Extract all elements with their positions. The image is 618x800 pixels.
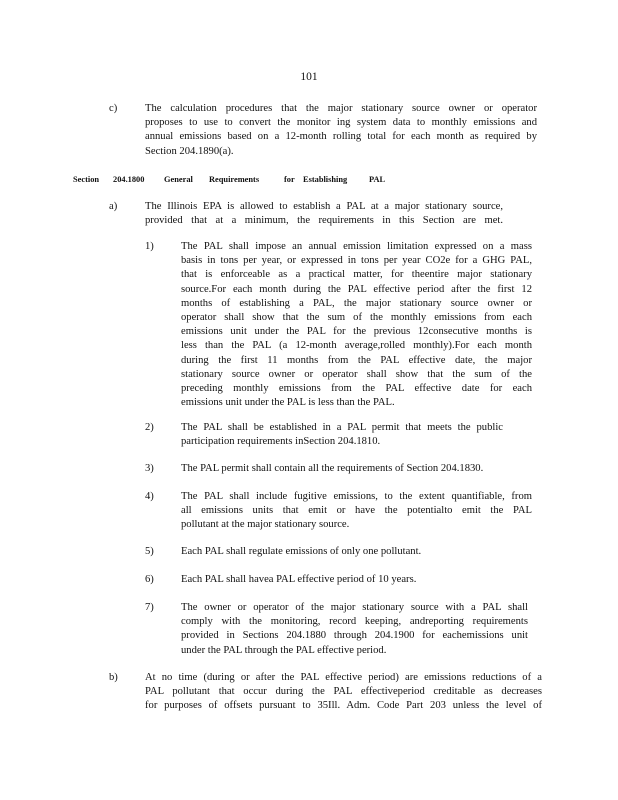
text-line: for purposes of offsets pursuant to 35Ill. Adm. Code Part 203 unless the level of: [145, 700, 542, 712]
text-line: emissions unit under the PAL is less than the PAL.: [181, 397, 395, 409]
subitem-3-text: [181, 462, 521, 476]
item-b-text: [145, 671, 542, 714]
text-line: Section 204.1890(a).: [145, 145, 234, 157]
text-line: Each PAL shall regulate emissions of only one pollutant.: [181, 546, 422, 557]
text-line: that is enforceable as a practical matter, for theentire major stationary: [181, 269, 532, 281]
section-word: Section: [73, 175, 100, 184]
text-line: emissions unit under the PAL for the previous 12consecutive months is: [181, 326, 532, 338]
subitem-4-text: [181, 490, 532, 533]
subitem-6-label: 6): [145, 574, 154, 585]
subitem-3-label: 3): [145, 463, 154, 474]
section-number: 204.1800: [113, 175, 145, 184]
text-line: months of establishing a PAL, the major stationary source owner or: [181, 297, 532, 309]
page-number: 101: [300, 71, 318, 83]
text-line: stationary source owner or operator shall show that the sum of the: [181, 368, 532, 380]
text-line: The Illinois EPA is allowed to establish a PAL at a major stationary source,: [145, 201, 503, 212]
text-line: provided in Sections 204.1880 through 204.1900 for eachemissions unit: [181, 630, 528, 642]
text-line: all emissions units that emit or have the potentialto emit the PAL: [181, 505, 532, 517]
text-line: operator shall show that the sum of the monthly emissions from each: [181, 312, 532, 324]
text-line: proposes to use to convert the monitor ing system data to monthly emissions and: [145, 117, 537, 129]
item-a-text: [145, 200, 503, 228]
text-line: annual emissions based on a 12-month rolling total for each month as required by: [145, 131, 537, 143]
text-line: At no time (during or after the PAL effective period) are emissions reductions of a: [145, 672, 542, 683]
section-title-word: for: [284, 175, 295, 184]
text-line: The PAL shall be established in a PAL permit that meets the public: [181, 422, 503, 433]
text-line: pollutant at the major stationary source.: [181, 519, 350, 531]
subitem-1-label: 1): [145, 241, 154, 252]
item-c-label: c): [109, 103, 118, 114]
item-b-label: b): [109, 672, 118, 683]
text-line: under the PAL through the PAL effective period.: [181, 644, 387, 656]
text-line: provided that at a minimum, the requirements in this Section are met.: [145, 215, 503, 227]
subitem-5-label: 5): [145, 546, 154, 557]
text-line: Each PAL shall havea PAL effective period of 10 years.: [181, 574, 417, 585]
text-line: participation requirements inSection 204.1810.: [181, 436, 381, 448]
text-line: less than the PAL (a 12-month average,rolled monthly).For each month: [181, 340, 532, 352]
section-title-word: PAL: [369, 175, 386, 184]
subitem-2-text: [181, 421, 503, 449]
text-line: preceding monthly emissions from the PAL effective date for each: [181, 383, 532, 395]
section-title-word: Requirements: [209, 175, 260, 184]
section-title-word: Establishing: [303, 175, 348, 184]
text-line: during the first 11 months from the PAL effective date, the major: [181, 354, 532, 366]
text-line: basis in tons per year, or expressed in tons per year CO2e for a GHG PAL,: [181, 255, 532, 267]
subitem-7-text: [181, 601, 528, 658]
section-title-word: General: [164, 175, 193, 184]
text-line: The PAL shall include fugitive emissions, to the extent quantifiable, from: [181, 491, 532, 502]
item-c-text: [145, 102, 537, 159]
subitem-4-label: 4): [145, 491, 154, 502]
subitem-5-text: [181, 545, 481, 559]
text-line: The PAL permit shall contain all the requirements of Section 204.1830.: [181, 463, 484, 474]
text-line: source.For each month during the PAL effective period after the first 12: [181, 283, 532, 295]
subitem-1-text: [181, 240, 532, 410]
text-line: The owner or operator of the major stationary source with a PAL shall: [181, 602, 528, 613]
text-line: The calculation procedures that the major stationary source owner or operator: [145, 103, 537, 114]
subitem-7-label: 7): [145, 602, 154, 613]
subitem-2-label: 2): [145, 422, 154, 433]
subitem-6-text: [181, 573, 481, 587]
text-line: The PAL shall impose an annual emission limitation expressed on a mass: [181, 241, 532, 252]
text-line: PAL pollutant that occur during the PAL effectiveperiod creditable as decreases: [145, 686, 542, 698]
item-a-label: a): [109, 201, 118, 212]
text-line: comply with the monitoring, record keeping, andreporting requirements: [181, 616, 528, 628]
